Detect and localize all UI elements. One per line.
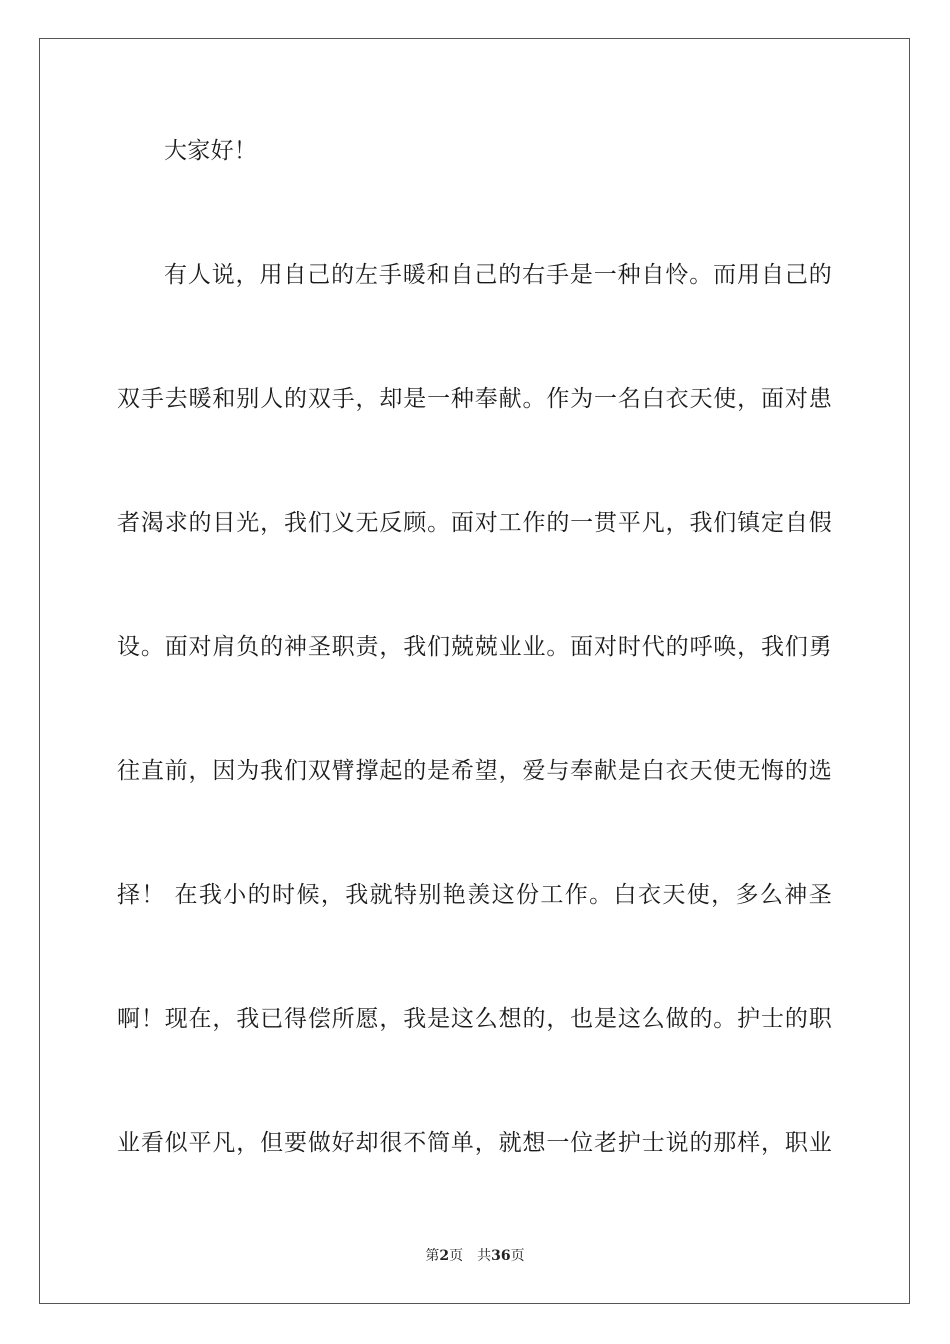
current-page-number: 2: [439, 1248, 450, 1264]
body-line-8: 业看似平凡，但要做好却很不简单，就想一位老护士说的那样，职业: [117, 1130, 832, 1156]
total-suffix: 页: [510, 1248, 525, 1264]
body-line-5: 往直前，因为我们双臂撑起的是希望，爱与奉献是白衣天使无悔的选: [117, 758, 832, 784]
body-line-2: 双手去暖和别人的双手，却是一种奉献。作为一名白衣天使，面对患: [117, 386, 832, 412]
page-footer: [0, 1246, 950, 1266]
body-line-7: 啊！现在，我已得偿所愿，我是这么想的，也是这么做的。护士的职: [117, 1006, 832, 1032]
page-prefix: 第: [425, 1248, 440, 1264]
body-line-4: 设。面对肩负的神圣职责，我们兢兢业业。面对时代的呼唤，我们勇: [117, 634, 832, 660]
body-line-1: 有人说，用自己的左手暖和自己的右手是一种自怜。而用自己的: [164, 262, 832, 288]
page-suffix: 页: [449, 1248, 464, 1264]
greeting-line: 大家好！: [164, 138, 258, 164]
page-border: [39, 38, 910, 1304]
total-prefix: 共: [477, 1248, 492, 1264]
total-page-count: 36: [491, 1248, 511, 1264]
body-line-3: 者渴求的目光，我们义无反顾。面对工作的一贯平凡，我们镇定自假: [117, 510, 832, 536]
body-line-6: 择！ 在我小的时候，我就特别艳羡这份工作。白衣天使，多么神圣: [117, 882, 832, 908]
